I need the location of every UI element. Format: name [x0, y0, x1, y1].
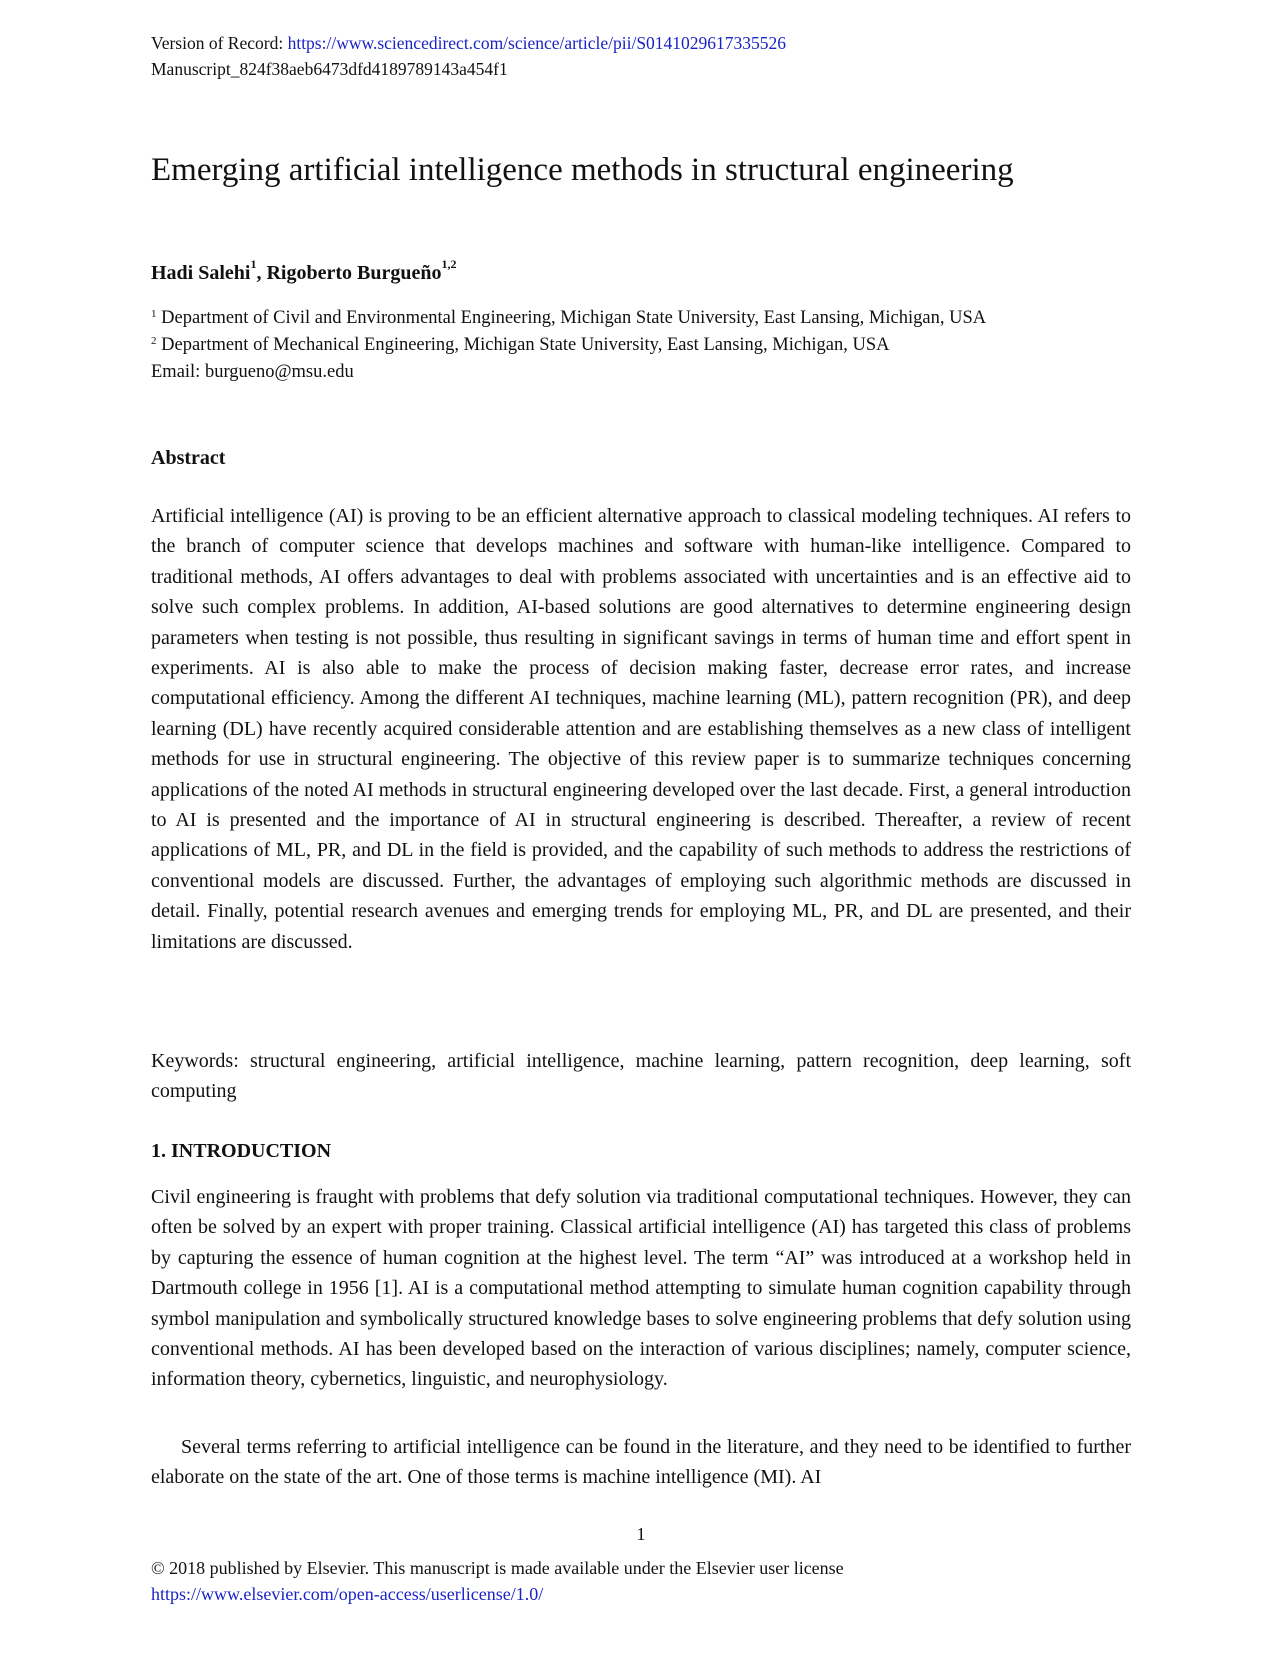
version-of-record-line	[151, 30, 786, 56]
author-list	[151, 257, 457, 285]
version-header	[151, 30, 786, 82]
author-affiliation-mark: 1	[250, 257, 257, 271]
license-footer	[151, 1555, 844, 1607]
license-text: © 2018 published by Elsevier. This manuscript is made available under the Elsevier user license	[151, 1558, 844, 1578]
page-number: 1	[636, 1524, 646, 1544]
affiliation-line	[151, 305, 986, 332]
license-link[interactable]: https://www.elsevier.com/open-access/userlicense/1.0/	[151, 1584, 544, 1604]
introduction-paragraph: Several terms referring to artificial intelligence can be found in the literature, and they need to be identified to further elaborate on the state of the art. One of those terms is machine intelligence (MI). AI	[151, 1436, 1131, 1489]
affiliation-text: Department of Civil and Environmental Engineering, Michigan State University, East Lansing, Michigan, USA	[156, 308, 987, 328]
affiliations	[151, 305, 986, 386]
manuscript-id: Manuscript_824f38aeb6473dfd4189789143a454f1	[151, 59, 508, 79]
introduction-paragraph: Civil engineering is fraught with problems that defy solution via traditional computational techniques. However, they can often be solved by an expert with proper training. Classical artificial intelligence (AI) has targeted this class of problems by capturing the essence of human cognition at the highest level. The term “AI” was introduced at a workshop held in Dartmouth college in 1956 [1]. AI is a computational method attempting to simulate human cognition capability through symbol manipulation and symbolically structured knowledge bases to solve engineering problems that defy solution using conventional methods. AI has been developed based on the interaction of various disciplines; namely, computer science, information theory, cybernetics, linguistic, and neurophysiology.	[151, 1186, 1131, 1391]
affiliation-line	[151, 332, 986, 359]
author-separator: ,	[256, 262, 267, 284]
paper-page	[151, 0, 1131, 1656]
keywords: Keywords: structural engineering, artificial intelligence, machine learning, pattern recognition, deep learning, soft computing	[151, 1050, 1131, 1103]
author-name: Hadi Salehi	[151, 262, 251, 284]
paper-title: Emerging artificial intelligence methods in structural engineering	[151, 152, 1014, 188]
author-name: Rigoberto Burgueño	[266, 262, 442, 284]
author-affiliation-mark: 1,2	[441, 257, 457, 271]
affiliation-text: Department of Mechanical Engineering, Michigan State University, East Lansing, Michigan, USA	[156, 335, 890, 355]
section-heading-introduction: 1. INTRODUCTION	[151, 1140, 332, 1162]
version-label: Version of Record:	[151, 33, 288, 53]
affiliation-mark: 2	[151, 335, 157, 347]
abstract-body: Artificial intelligence (AI) is proving to be an efficient alternative approach to classical modeling techniques. AI refers to the branch of computer science that develops machines and software with human-like intelligence. Compared to traditional methods, AI offers advantages to deal with problems associated with uncertainties and is an effective aid to solve such complex problems. In addition, AI-based solutions are good alternatives to determine engineering design parameters when testing is not possible, thus resulting in significant savings in terms of human time and effort spent in experiments. AI is also able to make the process of decision making faster, decrease error rates, and increase computational efficiency. Among the different AI techniques, machine learning (ML), pattern recognition (PR), and deep learning (DL) have recently acquired considerable attention and are establishing themselves as a new class of intelligent methods for use in structural engineering. The objective of this review paper is to summarize techniques concerning applications of the noted AI methods in structural engineering developed over the last decade. First, a general introduction to AI is presented and the importance of AI in structural engineering is described. Thereafter, a review of recent applications of ML, PR, and DL in the field is provided, and the capability of such methods to address the restrictions of conventional models are discussed. Further, the advantages of employing such algorithmic methods are discussed in detail. Finally, potential research avenues and emerging trends for employing ML, PR, and DL are presented, and their limitations are discussed.	[151, 505, 1131, 953]
corresponding-email: Email: burgueno@msu.edu	[151, 362, 354, 382]
affiliation-mark: 1	[151, 308, 157, 320]
version-of-record-link[interactable]: https://www.sciencedirect.com/science/article/pii/S0141029617335526	[287, 33, 787, 53]
abstract-heading: Abstract	[151, 447, 226, 469]
